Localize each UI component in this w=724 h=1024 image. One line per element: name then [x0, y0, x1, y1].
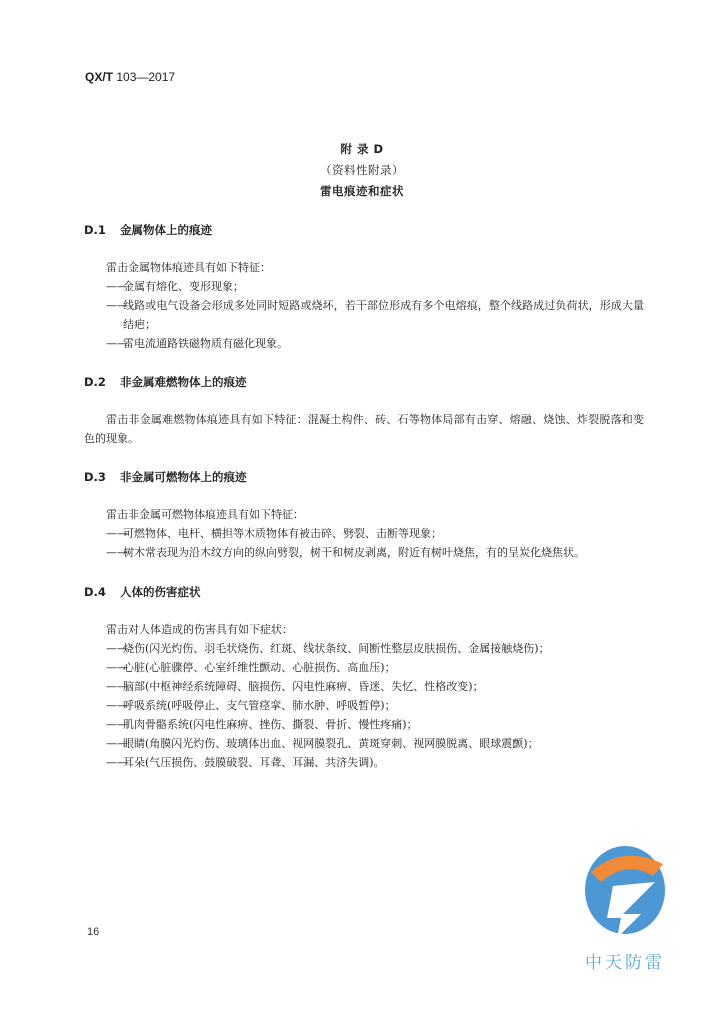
section-title — [84, 220, 644, 240]
dash-marker: —— — [106, 642, 128, 655]
list-item: ——雷电流通路铁磁物质有磁化现象。 — [84, 334, 644, 353]
section-title — [84, 467, 644, 487]
list-item: ——耳朵(气压损伤、鼓膜破裂、耳聋、耳漏、共济失调)。 — [84, 753, 644, 772]
list-item: ——心脏(心脏骤停、心室纤维性颤动、心脏损伤、高血压)； — [84, 658, 644, 677]
list-item: ——眼睛(角膜闪光灼伤、玻璃体出血、视网膜裂孔、黄斑穿刺、视网膜脱离、眼球震颤)； — [84, 734, 644, 753]
dash-marker: —— — [106, 299, 128, 312]
section-d3 — [84, 467, 644, 562]
list-item: ——肌肉骨骼系统(闪电性麻痹、挫伤、撕裂、骨折、慢性疼痛)； — [84, 715, 644, 734]
watermark — [570, 842, 680, 972]
appendix-title: 附 录 D — [340, 142, 384, 156]
section-number: D.2 — [84, 375, 106, 389]
section-d4 — [84, 582, 644, 772]
dash-marker: —— — [106, 546, 128, 559]
standard-number: 103—2017 — [113, 70, 176, 84]
list-item: ——可燃物体、电杆、横担等木质物体有被击碎、劈裂、击断等现象； — [84, 524, 644, 543]
appendix-name: 雷电痕迹和症状 — [320, 184, 404, 198]
section-d2 — [84, 372, 644, 448]
section-heading: 非金属可燃物体上的痕迹 — [120, 470, 247, 484]
list-item: ——树木常表现为沿木纹方向的纵向劈裂，树干和树皮剥离，附近有树叶烧焦，有的呈炭化烧焦状。 — [84, 543, 644, 562]
section-number: D.4 — [84, 585, 106, 599]
section-heading: 人体的伤害症状 — [120, 585, 201, 599]
page-number: 16 — [87, 926, 100, 938]
dash-marker: —— — [106, 756, 128, 769]
list-item: ——呼吸系统(呼吸停止、支气管痉挛、肺水肿、呼吸暂停)； — [84, 696, 644, 715]
appendix-type: （资料性附录） — [320, 163, 404, 177]
dash-marker: —— — [106, 737, 128, 750]
dash-marker: —— — [106, 280, 128, 293]
section-intro: 雷击非金属难燃物体痕迹具有如下特征：混凝土构件、砖、石等物体局部有击穿、熔融、烧蚀、炸裂脱落和变色的现象。 — [84, 413, 644, 445]
dash-marker: —— — [106, 661, 128, 674]
section-title — [84, 372, 644, 392]
section-heading: 非金属难燃物体上的痕迹 — [120, 375, 247, 389]
zhongtian-lightning-logo-icon — [583, 842, 667, 942]
appendix-heading — [0, 139, 724, 202]
dash-marker: —— — [106, 699, 128, 712]
standard-code — [85, 70, 175, 84]
dash-marker: —— — [106, 527, 128, 540]
section-heading: 金属物体上的痕迹 — [120, 223, 212, 237]
dash-marker: —— — [106, 337, 128, 350]
list-item: ——线路或电气设备会形成多处同时短路或烧坏，若干部位形成有多个电熔痕，整个线路成过负荷状，形成大量结疤； — [84, 296, 644, 334]
section-intro: 雷击非金属可燃物体痕迹具有如下特征： — [106, 508, 304, 521]
standard-prefix: QX/T — [85, 70, 114, 84]
section-number: D.1 — [84, 223, 106, 237]
watermark-text: 中天防雷 — [585, 953, 665, 973]
section-intro: 雷击金属物体痕迹具有如下特征： — [106, 261, 271, 274]
section-intro: 雷击对人体造成的伤害具有如下症状： — [106, 623, 293, 636]
list-item: ——烧伤(闪光灼伤、羽毛状烧伤、红斑、线状条纹、间断性整层皮肤损伤、金属接触烧伤)； — [84, 639, 644, 658]
list-item: ——金属有熔化、变形现象； — [84, 277, 644, 296]
dash-marker: —— — [106, 680, 128, 693]
dash-marker: —— — [106, 718, 128, 731]
section-number: D.3 — [84, 470, 106, 484]
section-d1 — [84, 220, 644, 353]
section-title — [84, 582, 644, 602]
list-item: ——脑部(中枢神经系统障碍、脑损伤、闪电性麻痹、昏迷、失忆、性格改变)； — [84, 677, 644, 696]
